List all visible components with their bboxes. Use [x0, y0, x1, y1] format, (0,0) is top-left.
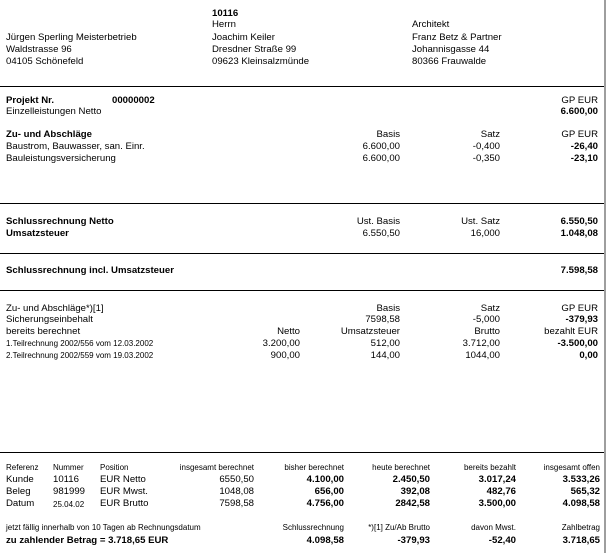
surcharges-title: Zu- und Abschläge [6, 129, 92, 140]
pay-header: Schlussrechnung [282, 523, 344, 532]
divider [0, 253, 606, 254]
summary-open: 3.533,26 [562, 474, 600, 485]
summary-today: 392,08 [400, 486, 430, 497]
customer-number: 10116 [212, 8, 239, 19]
pay-value: -379,93 [397, 535, 430, 546]
summary-ref: Beleg [6, 486, 31, 497]
architect-street: Johannisgasse 44 [412, 44, 490, 55]
pay-value: 4.098,58 [306, 535, 344, 546]
summary-header: bereits bezahlt [463, 463, 516, 472]
col-gp: GP EUR [561, 303, 598, 314]
sender-street: Waldstrasse 96 [6, 44, 72, 55]
summary-total: 6550,50 [219, 474, 254, 485]
partial-invoice-netto: 3.200,00 [262, 338, 300, 349]
sender-city: 04105 Schönefeld [6, 56, 84, 67]
summary-header: insgesamt offen [543, 463, 600, 472]
summary-header: Position [100, 463, 129, 472]
surcharge-row-basis: 6.600,00 [362, 141, 400, 152]
partial-invoice-brutto: 1044,00 [465, 350, 500, 361]
surcharge-row-satz: -0,350 [472, 153, 500, 164]
summary-pos: EUR Netto [100, 474, 146, 485]
architect-city: 80366 Frauwalde [412, 56, 487, 67]
recipient-salutation: Herrn [212, 19, 236, 30]
summary-ref: Datum [6, 498, 35, 509]
tax-basis: 6.550,50 [362, 228, 400, 239]
summary-num: 25.04.02 [53, 500, 85, 509]
partial-invoice-brutto: 3.712,00 [462, 338, 500, 349]
summary-header: Referenz [6, 463, 39, 472]
summary-today: 2842,58 [395, 498, 430, 509]
security-label: Sicherungseinbehalt [6, 314, 93, 325]
surcharge-row-name: Bauleistungsversicherung [6, 153, 116, 164]
summary-pos: EUR Mwst. [100, 486, 148, 497]
summary-prev: 656,00 [314, 486, 344, 497]
net-label: Einzelleistungen Netto [6, 106, 102, 117]
summary-total: 1048,08 [219, 486, 254, 497]
surcharge-row-basis: 6.600,00 [362, 153, 400, 164]
project-number: 00000002 [112, 95, 155, 106]
pay-value: -52,40 [488, 535, 516, 546]
col-netto: Netto [277, 326, 300, 337]
tax-label: Umsatzsteuer [6, 228, 69, 239]
col-ust: Umsatzsteuer [340, 326, 400, 337]
summary-today: 2.450,50 [392, 474, 430, 485]
architect-name: Franz Betz & Partner [412, 32, 502, 43]
col-paid: bezahlt EUR [544, 326, 598, 337]
pay-header: *)[1] Zu/Ab Brutto [368, 523, 430, 532]
partial-invoice-ust: 144,00 [370, 350, 400, 361]
summary-header: Nummer [53, 463, 84, 472]
col-satz: Satz [480, 303, 500, 314]
partial-invoice-paid: 0,00 [579, 350, 598, 361]
surcharge-row-satz: -0,400 [472, 141, 500, 152]
summary-open: 565,32 [570, 486, 600, 497]
sender-name: Jürgen Sperling Meisterbetrieb [6, 32, 137, 43]
deductions-title: Zu- und Abschläge*)[1] [6, 303, 104, 314]
ust-satz-label: Ust. Satz [461, 216, 500, 227]
tax-value: 1.048,08 [560, 228, 598, 239]
summary-open: 4.098,58 [562, 498, 600, 509]
summary-header: heute berechnet [372, 463, 430, 472]
surcharge-row-gp: -26,40 [570, 141, 598, 152]
partial-invoice-name: 2.Teilrechnung 2002/559 vom 19.03.2002 [6, 351, 154, 360]
col-satz: Satz [480, 129, 500, 140]
col-gp: GP EUR [561, 129, 598, 140]
summary-num: 981999 [53, 486, 86, 497]
security-satz: -5,000 [472, 314, 500, 325]
architect-label: Architekt [412, 19, 450, 30]
col-basis: Basis [376, 303, 400, 314]
summary-total: 7598,58 [219, 498, 254, 509]
recipient-street: Dresdner Straße 99 [212, 44, 297, 55]
summary-ref: Kunde [6, 474, 34, 485]
gp-header: GP EUR [561, 95, 598, 106]
summary-paid: 3.500,00 [478, 498, 516, 509]
col-basis: Basis [376, 129, 400, 140]
summary-header: insgesamt berechnet [179, 463, 254, 472]
summary-prev: 4.756,00 [306, 498, 344, 509]
summary-paid: 482,76 [486, 486, 516, 497]
divider [0, 203, 606, 204]
summary-num: 10116 [53, 474, 79, 485]
project-label: Projekt Nr. [6, 95, 54, 106]
partial-invoice-name: 1.Teilrechnung 2002/556 vom 12.03.2002 [6, 339, 154, 348]
surcharge-row-name: Baustrom, Bauwasser, san. Einr. [6, 141, 145, 152]
divider [0, 452, 606, 453]
pay-value: 3.718,65 [562, 535, 600, 546]
divider [0, 290, 606, 291]
security-basis: 7598,58 [365, 314, 400, 325]
partial-invoice-paid: -3.500,00 [557, 338, 598, 349]
summary-paid: 3.017,24 [478, 474, 516, 485]
final-gross-value: 7.598,58 [560, 265, 598, 276]
security-gp: -379,93 [565, 314, 598, 325]
amount-due: zu zahlender Betrag = 3.718,65 EUR [6, 535, 169, 546]
partial-invoice-ust: 512,00 [370, 338, 400, 349]
summary-prev: 4.100,00 [306, 474, 344, 485]
tax-rate: 16,000 [470, 228, 500, 239]
partial-invoice-netto: 900,00 [270, 350, 300, 361]
due-note: jetzt fällig innerhalb von 10 Tagen ab Rechnungsdatum [6, 523, 201, 532]
col-brutto: Brutto [474, 326, 500, 337]
net-value: 6.600,00 [560, 106, 598, 117]
summary-header: bisher berechnet [284, 463, 344, 472]
surcharge-row-gp: -23,10 [570, 153, 598, 164]
final-net-label: Schlussrechnung Netto [6, 216, 114, 227]
pay-header: davon Mwst. [471, 523, 516, 532]
pay-header: Zahlbetrag [561, 523, 600, 532]
recipient-name: Joachim Keiler [212, 32, 275, 43]
final-net-value: 6.550,50 [560, 216, 598, 227]
recipient-city: 09623 Kleinsalzmünde [212, 56, 310, 67]
billed-label: bereits berechnet [6, 326, 81, 337]
ust-basis-label: Ust. Basis [356, 216, 400, 227]
final-gross-label: Schlussrechnung incl. Umsatzsteuer [6, 265, 174, 276]
divider [0, 86, 606, 87]
summary-pos: EUR Brutto [100, 498, 149, 509]
